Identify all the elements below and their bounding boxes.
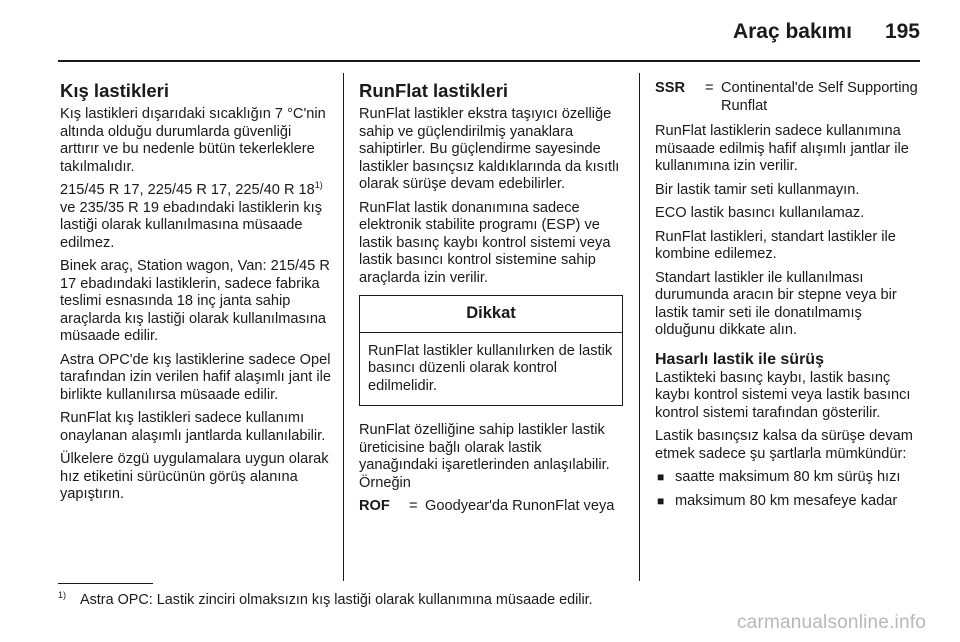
page-number: 195 — [884, 20, 920, 43]
section-heading-damaged-tyre: Hasarlı lastik ile sürüş — [655, 350, 824, 368]
paragraph-text: ve 235/35 R 19 ebadındaki lastiklerin kış lastiği olarak kullanılmasına müsaade edilmez. — [60, 199, 323, 251]
paragraph: Lastik basınçsız kalsa da sürüşe devam etmek sadece şu şartlarla mümkündür: — [655, 428, 913, 462]
warning-text: RunFlat lastikler kullanılırken de lastik basıncı düzenli olarak kontrol edilmelidir. — [368, 342, 613, 394]
definition-rof — [359, 498, 623, 516]
section-heading-runflat: RunFlat lastikleri — [359, 80, 509, 101]
column-right — [655, 80, 923, 516]
paragraph: RunFlat lastik donanımına sadece elektronik stabilite programı (ESP) ve lastik basınç kaybı kontrol sistemi veya lastik basıncı kontrol sistemine sahip araçlarda izin verilir. — [359, 199, 611, 286]
paragraph: Standart lastikler ile kullanılması durumunda aracın bir stepne veya bir lastik tamir seti ile donatılmamış olduğunu dikkate alın. — [655, 269, 897, 338]
paragraph: ECO lastik basıncı kullanılamaz. — [655, 205, 865, 221]
list-item — [655, 493, 923, 511]
paragraph: Ülkelere özgü uygulamalara uygun olarak hız etiketini sürücünün görüş alanına yapıştırın. — [60, 451, 329, 502]
paragraph: RunFlat lastikleri, standart lastikler ile kombine edilemez. — [655, 228, 896, 262]
paragraph: Lastikteki basınç kaybı, lastik basınç kaybı kontrol sistemi veya lastik basıncı kontrol sistemi tarafından gösterilir. — [655, 369, 911, 421]
paragraph: RunFlat lastikler ekstra taşıyıcı özelliğe sahip ve güçlendirilmiş yanaklara sahiptirler. Bu güçlendirme sayesinde lastikler basınçsız kaldıklarında da kısıtlı olarak sürüşe devam edebilirler. — [359, 106, 620, 192]
paragraph: Astra OPC'de kış lastiklerine sadece Opel tarafından izin verilen hafif alaşımlı jant ile birlikte kullanılırsa müsaade edilir. — [60, 351, 331, 403]
column-divider — [639, 73, 640, 581]
warning-title: Dikkat — [360, 296, 622, 333]
paragraph: RunFlat özelliğine sahip lastikler lastik üreticisine bağlı olarak lastik yanağındaki işaretlerinden anlaşılabilir. Örneğin — [359, 422, 610, 491]
list-item-text: maksimum 80 km mesafeye kadar — [675, 492, 898, 509]
warning-box — [359, 295, 623, 406]
definition-description: Continental'de Self Supporting Runflat — [721, 80, 918, 114]
paragraph: Bir lastik tamir seti kullanmayın. — [655, 181, 860, 198]
footnote-mark: 1) — [58, 590, 67, 600]
page-header-title: Araç bakımı — [732, 20, 852, 43]
footnote-text: Astra OPC: Lastik zinciri olmaksızın kış lastiği olarak kullanımına müsaade edilir. — [80, 592, 593, 608]
column-left — [60, 80, 332, 510]
paragraph: Kış lastikleri dışarıdaki sıcaklığın 7 °C'nin altında olduğu durumlarda güvenliği arttırır ve bu nedenle bütün tekerleklere takılmalıdır. — [60, 106, 326, 175]
paragraph: Binek araç, Station wagon, Van: 215/45 R 17 ebadındaki lastiklerin, sadece fabrika teslimi esnasında 18 inç janta sahip araçlarda kış lastiği olarak kullanılmasına müsaade edilir. — [60, 258, 330, 344]
paragraph-text: 215/45 R 17, 225/45 R 17, 225/40 R 18 — [60, 182, 315, 198]
definition-ssr — [655, 80, 923, 115]
definition-equals: = — [705, 80, 714, 96]
definition-equals: = — [409, 498, 418, 514]
section-heading-winter-tyres: Kış lastikleri — [60, 80, 170, 101]
paragraph: RunFlat lastiklerin sadece kullanımına müsaade edilmiş hafif alışımlı jantlar ile kullanımına izin verilir. — [655, 123, 909, 174]
watermark: carmanualsonline.info — [736, 612, 926, 633]
footnote-reference: 1) — [314, 180, 323, 191]
column-divider — [343, 73, 344, 581]
definition-term: SSR — [655, 80, 686, 96]
list-item — [655, 469, 923, 487]
paragraph-tyre-sizes — [60, 182, 332, 252]
footnote-divider — [58, 583, 153, 584]
definition-term: ROF — [359, 498, 390, 514]
footnote — [58, 592, 593, 608]
column-middle — [359, 80, 623, 516]
bullet-icon: ■ — [657, 470, 665, 484]
bullet-icon: ■ — [657, 493, 665, 508]
definition-description: Goodyear'da RunonFlat veya — [425, 498, 615, 514]
paragraph: RunFlat kış lastikleri sadece kullanımı onaylanan alaşımlı jantlarda kullanılabilir. — [60, 410, 326, 444]
header-divider — [58, 60, 920, 62]
list-item-text: saatte maksimum 80 km sürüş hızı — [675, 469, 901, 485]
